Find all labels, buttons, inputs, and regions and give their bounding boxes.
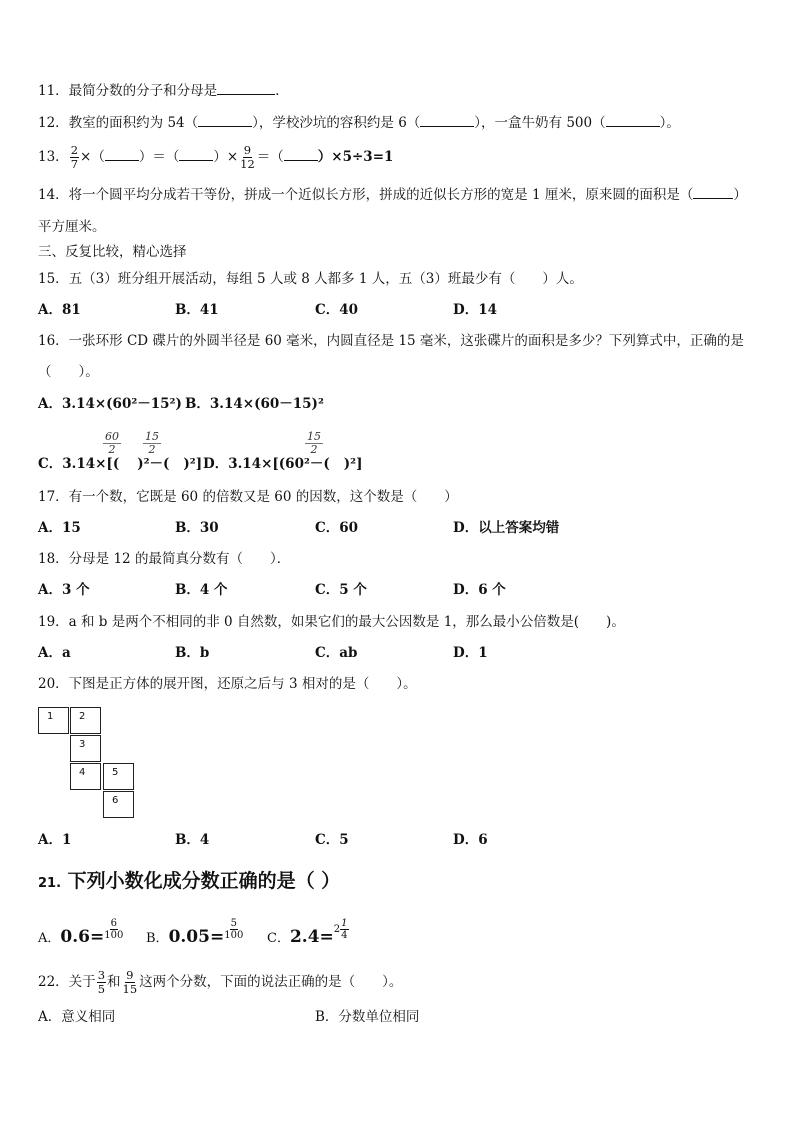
net-cell-5: 5 [103,763,134,790]
q13-fraction-2 [239,144,256,171]
question-18: 18．分母是 12 的最简真分数有（ ）． [38,551,291,567]
q16-c-fraction-15-over-2 [143,431,161,456]
q12-part-a: 12．教室的面积约为 54（ [38,115,199,131]
q22-fraction-1 [97,969,106,996]
q21-option-a[interactable] [38,918,124,947]
q20-option-a[interactable]: A．1 [38,832,72,848]
q22-f2-num: 9 [126,968,134,982]
q16-c-frac2-den: 2 [148,443,156,456]
q22-f2-den: 15 [122,982,138,996]
q11-stem: 11．最简分数的分子和分母是 [38,83,218,99]
q21-c-whole: 2 [333,924,341,935]
section-3-heading: 三、反复比较，精心选择 [38,244,187,260]
q16-c-fraction-60-over-2 [103,431,121,456]
q16-option-d[interactable] [203,455,362,473]
q17-option-d[interactable]: D．以上答案均错 [453,520,560,536]
q21-b-label: B． [146,931,169,946]
q22-f1-den: 5 [97,982,106,996]
q18-option-a[interactable]: A．3 个 [38,582,90,598]
q19-option-d[interactable]: D．1 [453,645,488,661]
q22-option-b[interactable]: B．分数单位相同 [315,1009,420,1025]
q16-option-c[interactable] [38,455,202,473]
cube-net-figure [38,707,138,827]
q13-number: 13． [38,149,69,165]
q12-part-b: ），学校沙坑的容积约是 6（ [252,115,421,131]
question-16-line-1: 16．一张环形 CD 碟片的外圆半径是 60 毫米，内圆直径是 15 毫米，这张碟片的面积是多少？下列算式中，正确的是 [38,333,744,349]
q13-tail: ）×5÷3=1 [317,149,394,165]
net-cell-1: 1 [38,707,69,734]
q19-option-b[interactable]: B．b [175,645,210,661]
q13-close1: ）＝（ [138,149,180,165]
q12-blank-2[interactable] [420,114,474,127]
q16-c-pre: C．3.14×[( [38,456,120,472]
q16-d-frac-num: 15 [307,430,321,443]
q13-f1-numerator: 2 [70,143,79,157]
q16-d-frac-den: 2 [310,443,318,456]
q22-f1-num: 3 [97,968,106,982]
q21-b-den: 100 [224,930,244,941]
q13-f1-denominator: 7 [70,157,79,171]
q17-option-a[interactable]: A．15 [38,520,81,536]
q18-option-c[interactable]: C．5 个 [315,582,367,598]
question-12 [38,114,680,132]
q16-c-frac1-num: 60 [105,430,119,443]
q15-option-a[interactable]: A．81 [38,302,81,318]
q20-option-d[interactable]: D．6 [453,832,488,848]
q20-option-b[interactable]: B．4 [175,832,210,848]
q16-c-end: )²] [183,456,203,472]
q18-option-b[interactable]: B．4 个 [175,582,228,598]
q17-option-c[interactable]: C．60 [315,520,359,536]
q21-option-c[interactable] [267,918,349,947]
q13-f2-numerator: 9 [243,143,252,157]
q21-a-num: 6 [110,918,117,929]
q22-fraction-2 [122,969,139,996]
question-16-line-2: （ ）。 [38,364,99,380]
q21-b-value: 0.05= [168,927,225,947]
q22-and: 和 [107,974,121,990]
q21-a-label: A． [38,931,61,946]
question-11 [38,82,289,100]
q21-c-value: 2.4= [289,927,334,947]
q20-option-c[interactable]: C．5 [315,832,349,848]
q16-option-a[interactable]: A．3.14×(60²－15²) [38,396,182,412]
q14-end: ） [733,187,747,203]
q17-option-b[interactable]: B．30 [175,520,219,536]
q15-option-c[interactable]: C．40 [315,302,359,318]
q14-unit: 平方厘米。 [38,219,106,235]
q21-c-den: 4 [341,930,348,941]
q16-c-frac1-den: 2 [108,443,116,456]
net-cell-3: 3 [70,735,101,762]
q21-a-value: 0.6= [60,927,105,947]
q13-fraction-1 [70,144,79,171]
q13-times: ×（ [80,149,105,165]
q13-f2-denominator: 12 [240,157,255,171]
q19-option-a[interactable]: A．a [38,645,71,661]
q21-c-label: C． [267,931,290,946]
question-20: 20．下图是正方体的展开图，还原之后与 3 相对的是（ ）。 [38,676,417,692]
q16-c-frac2-num: 15 [145,430,159,443]
net-cell-6: 6 [103,791,134,818]
q14-blank[interactable] [693,186,733,199]
q21-b-num: 5 [230,918,237,929]
q16-d-pre: D．3.14×[(60²－( [203,456,330,472]
question-13 [38,142,393,172]
q16-option-b[interactable]: B．3.14×(60－15)² [185,396,324,412]
question-14-line-2 [38,218,106,236]
q16-d-fraction-15-over-2 [305,431,323,456]
q12-part-d: ）。 [659,115,680,131]
q22-post: 这两个分数，下面的说法正确的是（ ）。 [139,974,403,990]
q12-blank-3[interactable] [606,114,660,127]
q22-pre: 22．关于 [38,974,96,990]
q13-blank-3[interactable] [284,148,318,161]
q18-option-d[interactable]: D．6 个 [453,582,506,598]
q21-b-fraction [224,918,243,941]
q21-option-b[interactable] [146,918,244,947]
q19-option-c[interactable]: C．ab [315,645,358,661]
question-17: 17．有一个数，它既是 60 的倍数又是 60 的因数，这个数是（ ） [38,489,458,505]
q15-option-b[interactable]: B．41 [175,302,219,318]
q16-c-mid: )²－( [137,456,170,472]
q14-stem: 14．将一个圆平均分成若干等份，拼成一个近似长方形，拼成的近似长方形的宽是 1 厘米，原来圆的面积是（ [38,187,694,203]
net-cell-4: 4 [70,763,101,790]
q13-close2: ）× [213,149,239,165]
question-19: 19．a 和 b 是两个不相同的非 0 自然数，如果它们的最大公因数是 1，那么最小公倍数是( )。 [38,614,625,630]
q12-blank-1[interactable] [198,114,252,127]
q15-option-d[interactable]: D．14 [453,302,497,318]
q21-stem: 下列小数化成分数正确的是（ ） [67,870,341,892]
q13-blank-1[interactable] [105,148,139,161]
q21-c-num: 1 [341,918,348,929]
q21-a-den: 100 [104,930,124,941]
net-cell-2: 2 [70,707,101,734]
q13-eq: ＝（ [256,149,284,165]
q21-a-fraction [104,918,123,941]
q22-option-a[interactable]: A．意义相同 [38,1009,116,1025]
question-21 [38,866,340,893]
q11-end: ． [275,83,289,99]
q12-part-c: ），一盒牛奶有 500（ [474,115,606,131]
q16-d-end: )²] [343,456,363,472]
q11-blank[interactable] [217,82,275,95]
question-22 [38,966,402,998]
q21-c-mixed-number [334,918,349,941]
q13-blank-2[interactable] [179,148,213,161]
question-14-line-1 [38,186,747,204]
question-15: 15．五（3）班分组开展活动，每组 5 人或 8 人都多 1 人，五（3）班最少有（ ）人。 [38,271,583,287]
q21-number: 21. [38,876,62,891]
